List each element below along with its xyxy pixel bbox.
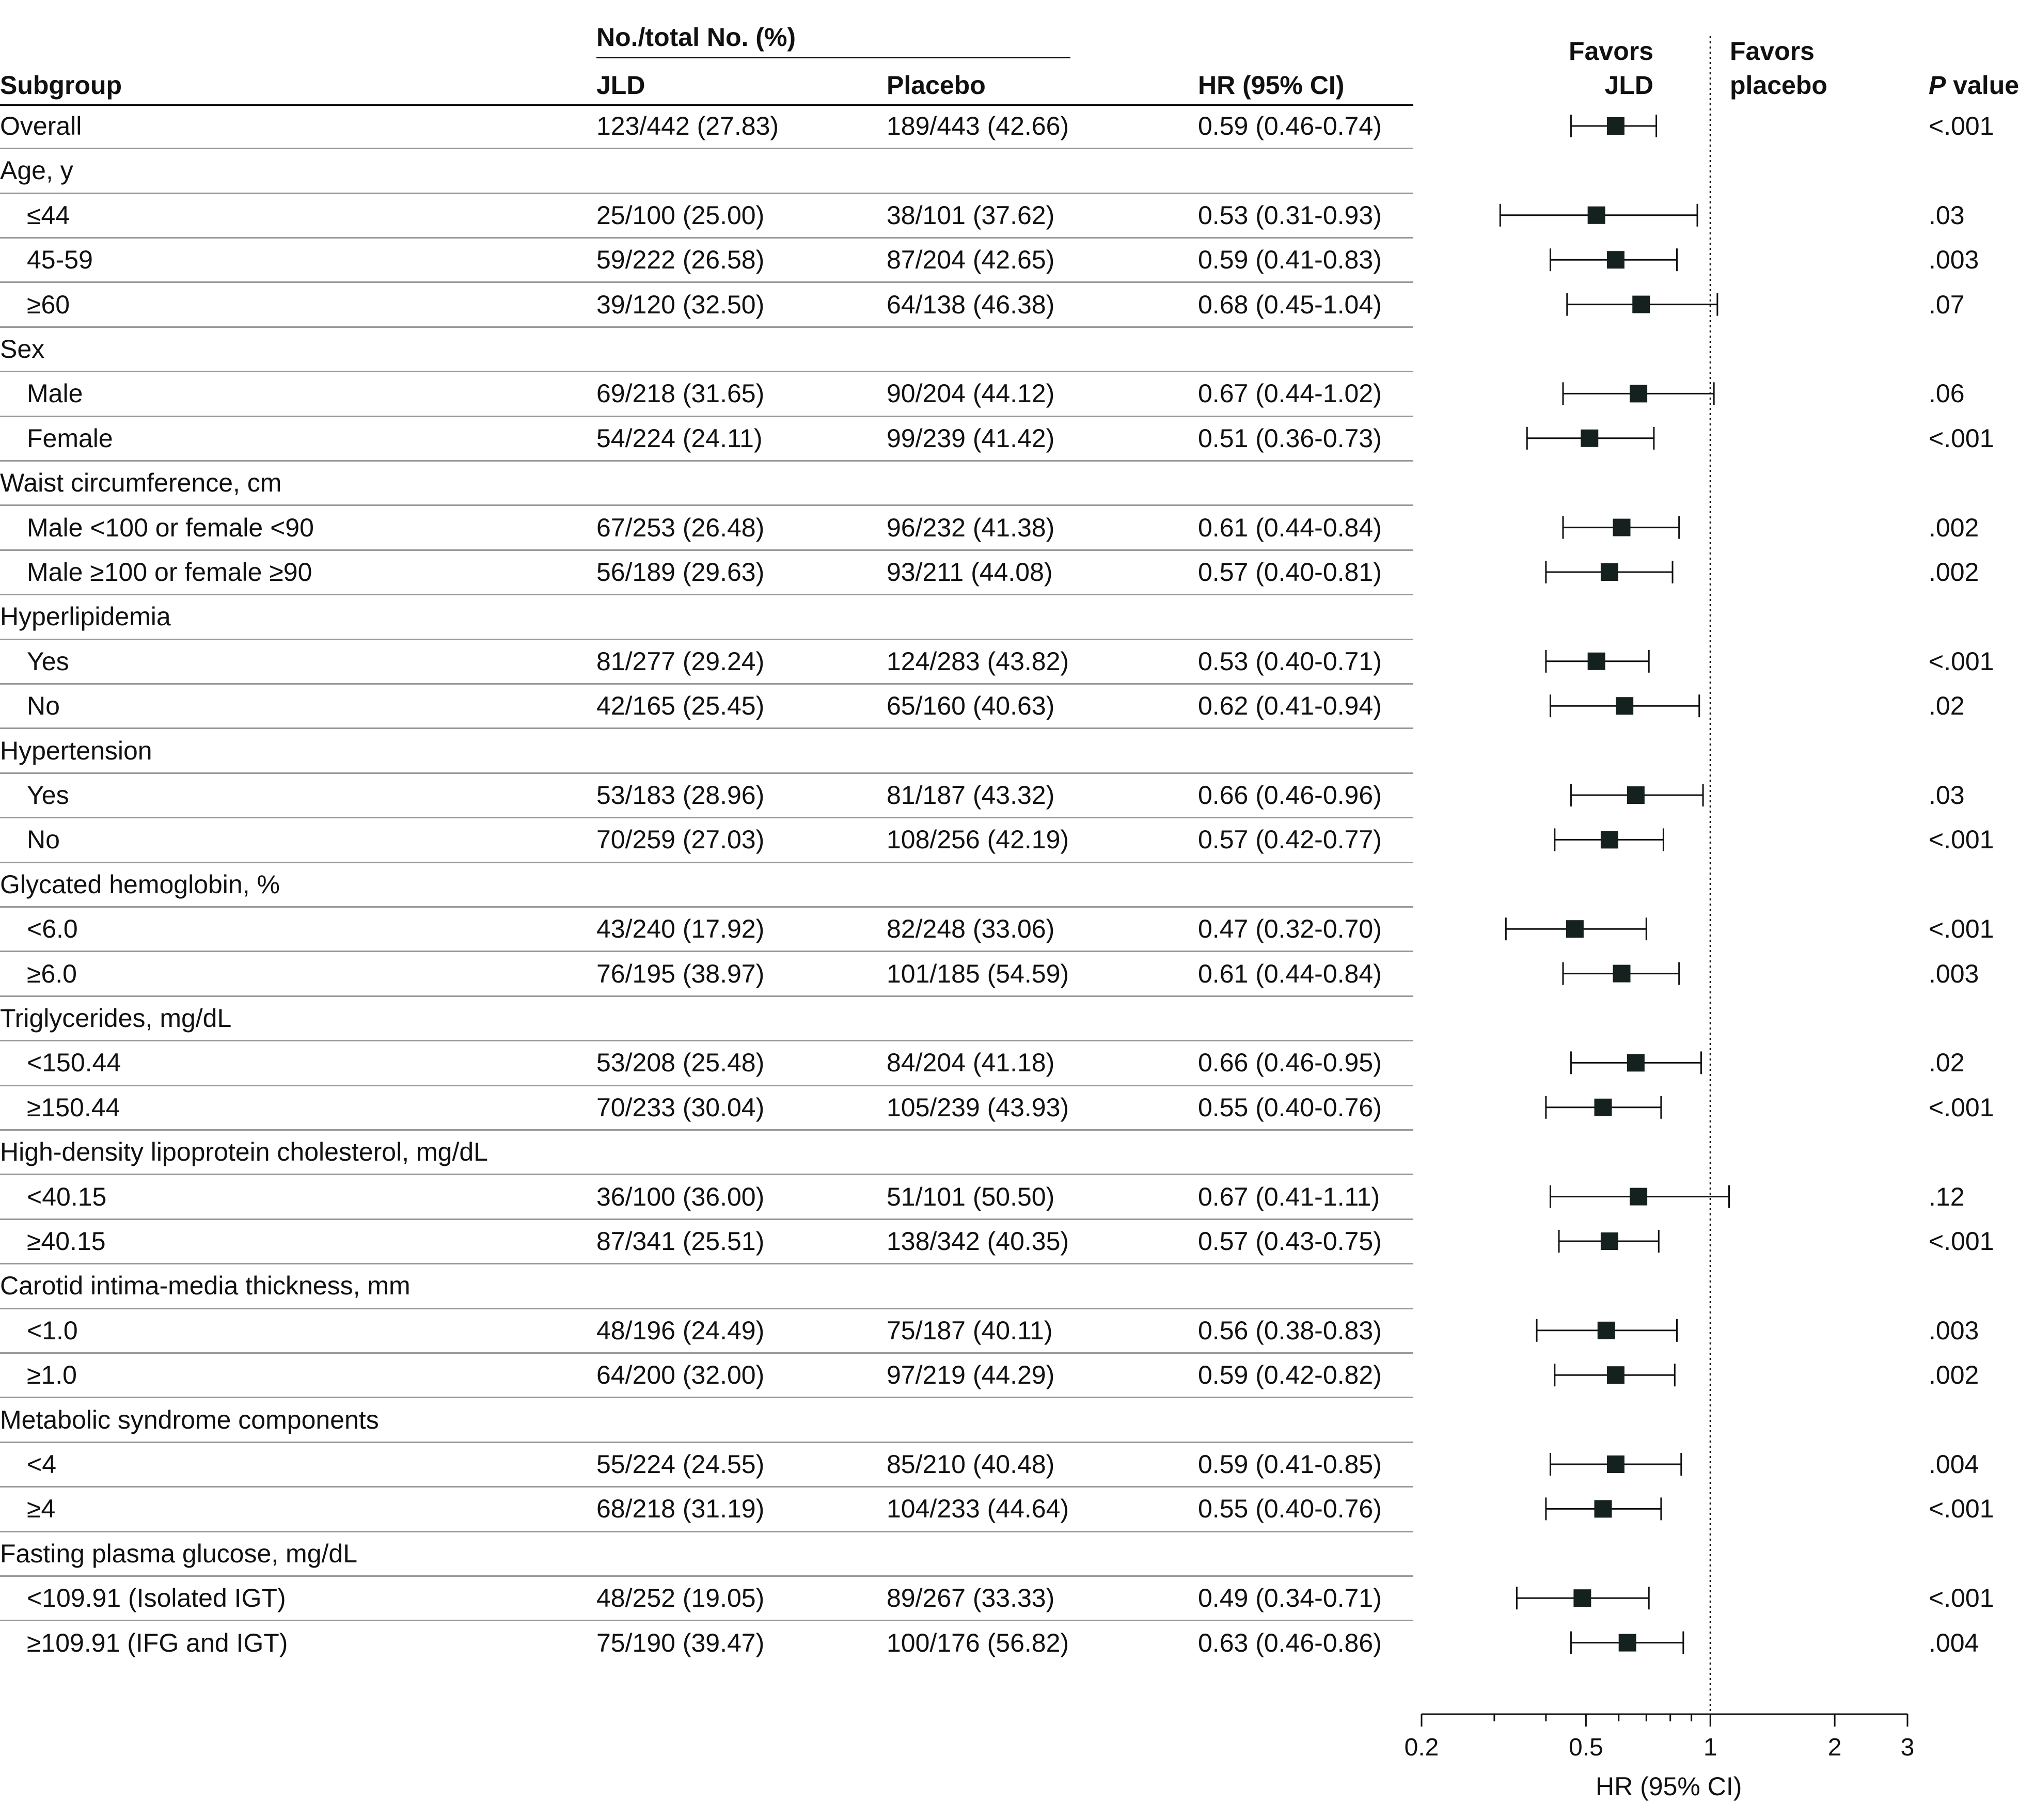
forest-point-group [1555,1364,1675,1386]
forest-point-group [1567,293,1717,316]
placebo-events-cell: 93/211 (44.08) [887,558,1053,587]
hr-ci-cell: 0.61 (0.44-0.84) [1198,959,1382,988]
hr-ci-cell: 0.55 (0.40-0.76) [1198,1093,1382,1122]
hr-point-marker [1607,1455,1624,1473]
p-value-cell: .02 [1929,1048,1965,1078]
favors-jld-line1: Favors [1569,37,1653,66]
subgroup-label: Male <100 or female <90 [27,513,314,542]
favors-placebo-line2: placebo [1730,71,1827,100]
favors-placebo-line1: Favors [1730,37,1815,66]
forest-point-group [1546,561,1673,583]
forest-point-group [1555,828,1664,851]
subgroup-label: <1.0 [27,1316,78,1345]
p-value-cell: <.001 [1929,646,1994,676]
jld-events-cell: 56/189 (29.63) [596,558,765,587]
hr-ci-cell: 0.57 (0.42-0.77) [1198,825,1382,854]
subgroup-label: No [27,691,60,721]
hr-ci-cell: 0.62 (0.41-0.94) [1198,691,1382,721]
hr-point-marker [1613,965,1630,983]
hr-ci-cell: 0.68 (0.45-1.04) [1198,290,1382,319]
subgroup-label: ≥40.15 [27,1227,106,1256]
hr-point-marker [1581,430,1598,447]
jld-events-cell: 53/208 (25.48) [596,1048,765,1078]
subgroup-label: ≥1.0 [27,1360,77,1390]
placebo-events-cell: 101/185 (54.59) [887,959,1069,988]
forest-point-group [1550,694,1699,717]
jld-events-cell: 70/233 (30.04) [596,1093,765,1122]
hr-ci-cell: 0.47 (0.32-0.70) [1198,914,1382,944]
jld-events-cell: 36/100 (36.00) [596,1182,765,1211]
p-value-cell: .004 [1929,1628,1979,1657]
hr-ci-cell: 0.56 (0.38-0.83) [1198,1316,1382,1345]
forest-point-group [1571,1632,1683,1654]
subgroup-label: Age, y [0,156,73,185]
subgroup-label: <150.44 [27,1048,121,1078]
jld-events-cell: 55/224 (24.55) [596,1450,765,1479]
p-value-cell: <.001 [1929,1227,1994,1256]
placebo-events-cell: 89/267 (33.33) [887,1584,1055,1613]
x-axis-label-text: HR (95% CI) [1596,1772,1742,1801]
p-value-italic-p: P [1929,71,1946,100]
subgroup-label: Yes [27,646,69,676]
hr-ci-cell: 0.59 (0.41-0.85) [1198,1450,1382,1479]
subgroup-label: ≤44 [27,200,70,230]
jld-events-cell: 54/224 (24.11) [596,423,763,453]
hr-ci-cell: 0.66 (0.46-0.96) [1198,781,1382,810]
hr-ci-cell: 0.53 (0.31-0.93) [1198,200,1382,230]
hr-ci-cell: 0.53 (0.40-0.71) [1198,646,1382,676]
jld-events-cell: 75/190 (39.47) [596,1628,765,1657]
p-value-cell: .03 [1929,200,1965,230]
p-value-cell: .002 [1929,558,1979,587]
subgroup-label: Hyperlipidemia [0,602,171,631]
forest-point-group [1500,204,1697,227]
group-header-label: No./total No. (%) [596,23,796,52]
hr-point-marker [1601,563,1618,581]
hr-point-marker [1619,1634,1636,1652]
hr-point-marker [1566,920,1584,938]
p-value-cell: .003 [1929,959,1979,988]
hr-point-marker [1630,1188,1647,1206]
subgroup-label: <40.15 [27,1182,107,1211]
hr-point-marker [1573,1589,1591,1607]
subgroup-label: Yes [27,781,69,810]
x-axis-tick-label: 0.5 [1569,1734,1603,1761]
subgroup-label: No [27,825,60,854]
placebo-column-header: Placebo [887,71,986,100]
p-value-cell: .06 [1929,379,1965,408]
hr-point-marker [1601,1232,1618,1250]
jld-events-cell: 123/442 (27.83) [596,112,779,140]
subgroup-label: Carotid intima-media thickness, mm [0,1271,411,1301]
p-value-cell: <.001 [1929,1584,1994,1613]
placebo-events-cell: 124/283 (43.82) [887,646,1069,676]
placebo-events-cell: 82/248 (33.06) [887,914,1055,944]
placebo-events-cell: 81/187 (43.32) [887,781,1055,810]
placebo-events-cell: 105/239 (43.93) [887,1093,1069,1122]
hr-ci-cell: 0.66 (0.46-0.95) [1198,1048,1382,1078]
hr-point-marker [1595,1099,1612,1116]
forest-point-group [1546,1096,1661,1119]
jld-events-cell: 59/222 (26.58) [596,245,765,275]
hr-point-marker [1598,1322,1615,1339]
forest-point-group [1563,382,1714,405]
p-value-cell: .002 [1929,1360,1979,1390]
favors-jld-line2: JLD [1604,71,1653,100]
placebo-events-cell: 138/342 (40.35) [887,1227,1069,1256]
hr-point-marker [1607,117,1624,135]
p-value-cell: .004 [1929,1450,1979,1479]
placebo-events-cell: 51/101 (50.50) [887,1182,1055,1211]
placebo-events-cell: 90/204 (44.12) [887,379,1055,408]
hr-ci-cell: 0.51 (0.36-0.73) [1198,423,1382,453]
p-value-column-header: P value [1929,71,2019,100]
x-axis-tick-label: 3 [1900,1734,1915,1761]
hr-ci-cell: 0.67 (0.44-1.02) [1198,379,1382,408]
subgroup-label: ≥6.0 [27,959,77,988]
placebo-events-cell: 87/204 (42.65) [887,245,1055,275]
hr-ci-cell: 0.67 (0.41-1.11) [1198,1182,1380,1211]
forest-point-group [1571,115,1656,137]
subgroup-label: Waist circumference, cm [0,468,282,498]
hr-point-marker [1627,786,1645,804]
hr-ci-cell: 0.59 (0.42-0.82) [1198,1360,1382,1390]
hr-ci-cell: 0.61 (0.44-0.84) [1198,513,1382,542]
jld-events-cell: 39/120 (32.50) [596,290,765,319]
hr-point-marker [1601,831,1618,848]
subgroup-column-header: Subgroup [0,71,122,100]
subgroup-label: Triglycerides, mg/dL [0,1004,232,1033]
subgroup-label: Male ≥100 or female ≥90 [27,558,312,587]
placebo-events-cell: 97/219 (44.29) [887,1360,1055,1390]
hr-column-header: HR (95% CI) [1198,71,1345,100]
subgroup-label: ≥150.44 [27,1093,120,1122]
hr-ci-cell: 0.59 (0.41-0.83) [1198,245,1382,275]
jld-events-cell: 67/253 (26.48) [596,513,765,542]
jld-events-cell: 25/100 (25.00) [596,200,765,230]
subgroup-label: Hypertension [0,736,152,765]
placebo-events-cell: 38/101 (37.62) [887,200,1055,230]
p-value-cell: .07 [1929,290,1965,319]
hr-point-marker [1588,653,1605,670]
placebo-events-cell: 85/210 (40.48) [887,1450,1055,1479]
p-value-cell: .003 [1929,245,1979,275]
jld-events-cell: 53/183 (28.96) [596,781,765,810]
forest-point-group [1550,248,1677,271]
subgroup-label: Female [27,423,113,453]
p-value-cell: <.001 [1929,825,1994,854]
jld-events-cell: 48/252 (19.05) [596,1584,765,1613]
p-value-cell: .12 [1929,1182,1965,1211]
subgroup-label: High-density lipoprotein cholesterol, mg/dL [0,1137,488,1167]
forest-point-group [1537,1319,1677,1342]
subgroup-label: ≥60 [27,290,70,319]
hr-ci-cell: 0.57 (0.43-0.75) [1198,1227,1382,1256]
placebo-events-cell: 108/256 (42.19) [887,825,1069,854]
placebo-events-cell: 96/232 (41.38) [887,513,1055,542]
placebo-events-cell: 65/160 (40.63) [887,691,1055,721]
placebo-events-cell: 100/176 (56.82) [887,1628,1069,1657]
forest-point-group [1550,1185,1729,1208]
placebo-events-cell: 75/187 (40.11) [887,1316,1053,1345]
hr-point-marker [1607,251,1624,268]
hr-ci-cell: 0.49 (0.34-0.71) [1198,1584,1382,1613]
placebo-events-cell: 99/239 (41.42) [887,423,1055,453]
subgroup-label: <109.91 (Isolated IGT) [27,1584,286,1613]
forest-point-group [1550,1453,1681,1476]
placebo-events-cell: 189/443 (42.66) [887,112,1069,140]
hr-ci-cell: 0.63 (0.46-0.86) [1198,1628,1382,1657]
forest-point-group [1527,427,1654,450]
hr-point-marker [1607,1366,1624,1384]
hr-ci-cell: 0.55 (0.40-0.76) [1198,1494,1382,1524]
jld-events-cell: 64/200 (32.00) [596,1360,765,1390]
x-axis-tick-label: 2 [1827,1734,1842,1761]
subgroup-label: Metabolic syndrome components [0,1405,379,1434]
subgroup-label: <4 [27,1450,57,1479]
jld-events-cell: 69/218 (31.65) [596,379,765,408]
subgroup-label: Fasting plasma glucose, mg/dL [0,1539,358,1568]
jld-events-cell: 87/341 (25.51) [596,1227,765,1256]
subgroup-label: ≥109.91 (IFG and IGT) [27,1628,288,1657]
jld-events-cell: 76/195 (38.97) [596,959,765,988]
forest-point-group [1563,962,1679,985]
subgroup-label: Sex [0,335,45,363]
p-value-cell: .002 [1929,513,1979,542]
forest-point-group [1517,1587,1649,1609]
hr-point-marker [1616,697,1633,715]
jld-events-cell: 81/277 (29.24) [596,646,765,676]
placebo-events-cell: 64/138 (46.38) [887,290,1055,319]
jld-events-cell: 43/240 (17.92) [596,914,765,944]
hr-ci-cell: 0.57 (0.40-0.81) [1198,558,1382,587]
hr-ci-cell: 0.59 (0.46-0.74) [1198,112,1382,140]
forest-point-group [1571,1051,1701,1074]
hr-point-marker [1588,207,1605,224]
forest-point-group [1546,650,1649,673]
x-axis-tick-label: 1 [1703,1734,1717,1761]
x-axis-tick-label: 0.2 [1404,1734,1439,1761]
subgroup-label: 45-59 [27,245,93,275]
subgroup-label: Male [27,379,83,408]
jld-events-cell: 42/165 (25.45) [596,691,765,721]
forest-point-group [1563,516,1679,539]
forest-point-group [1506,917,1646,940]
subgroup-label: ≥4 [27,1494,56,1524]
forest-point-group [1571,784,1703,806]
p-value-cell: <.001 [1929,1093,1994,1122]
p-value-cell: <.001 [1929,1494,1994,1524]
p-value-cell: .03 [1929,781,1965,810]
jld-events-cell: 70/259 (27.03) [596,825,765,854]
hr-point-marker [1632,296,1650,313]
forest-point-group [1559,1230,1659,1253]
hr-point-marker [1627,1054,1645,1071]
p-value-cell: <.001 [1929,112,1994,140]
subgroup-label: Glycated hemoglobin, % [0,869,280,899]
hr-point-marker [1595,1500,1612,1517]
subgroup-label: <6.0 [27,914,78,944]
subgroup-label: Overall [0,112,82,140]
placebo-events-cell: 104/233 (44.64) [887,1494,1069,1524]
p-value-cell: <.001 [1929,914,1994,944]
hr-point-marker [1630,385,1647,402]
p-value-cell: .003 [1929,1316,1979,1345]
jld-events-cell: 48/196 (24.49) [596,1316,765,1345]
p-value-cell: <.001 [1929,423,1994,453]
jld-events-cell: 68/218 (31.19) [596,1494,765,1524]
jld-column-header: JLD [596,71,645,100]
placebo-events-cell: 84/204 (41.18) [887,1048,1055,1078]
forest-point-group [1546,1497,1661,1520]
hr-point-marker [1613,519,1630,536]
p-value-cell: .02 [1929,691,1965,721]
